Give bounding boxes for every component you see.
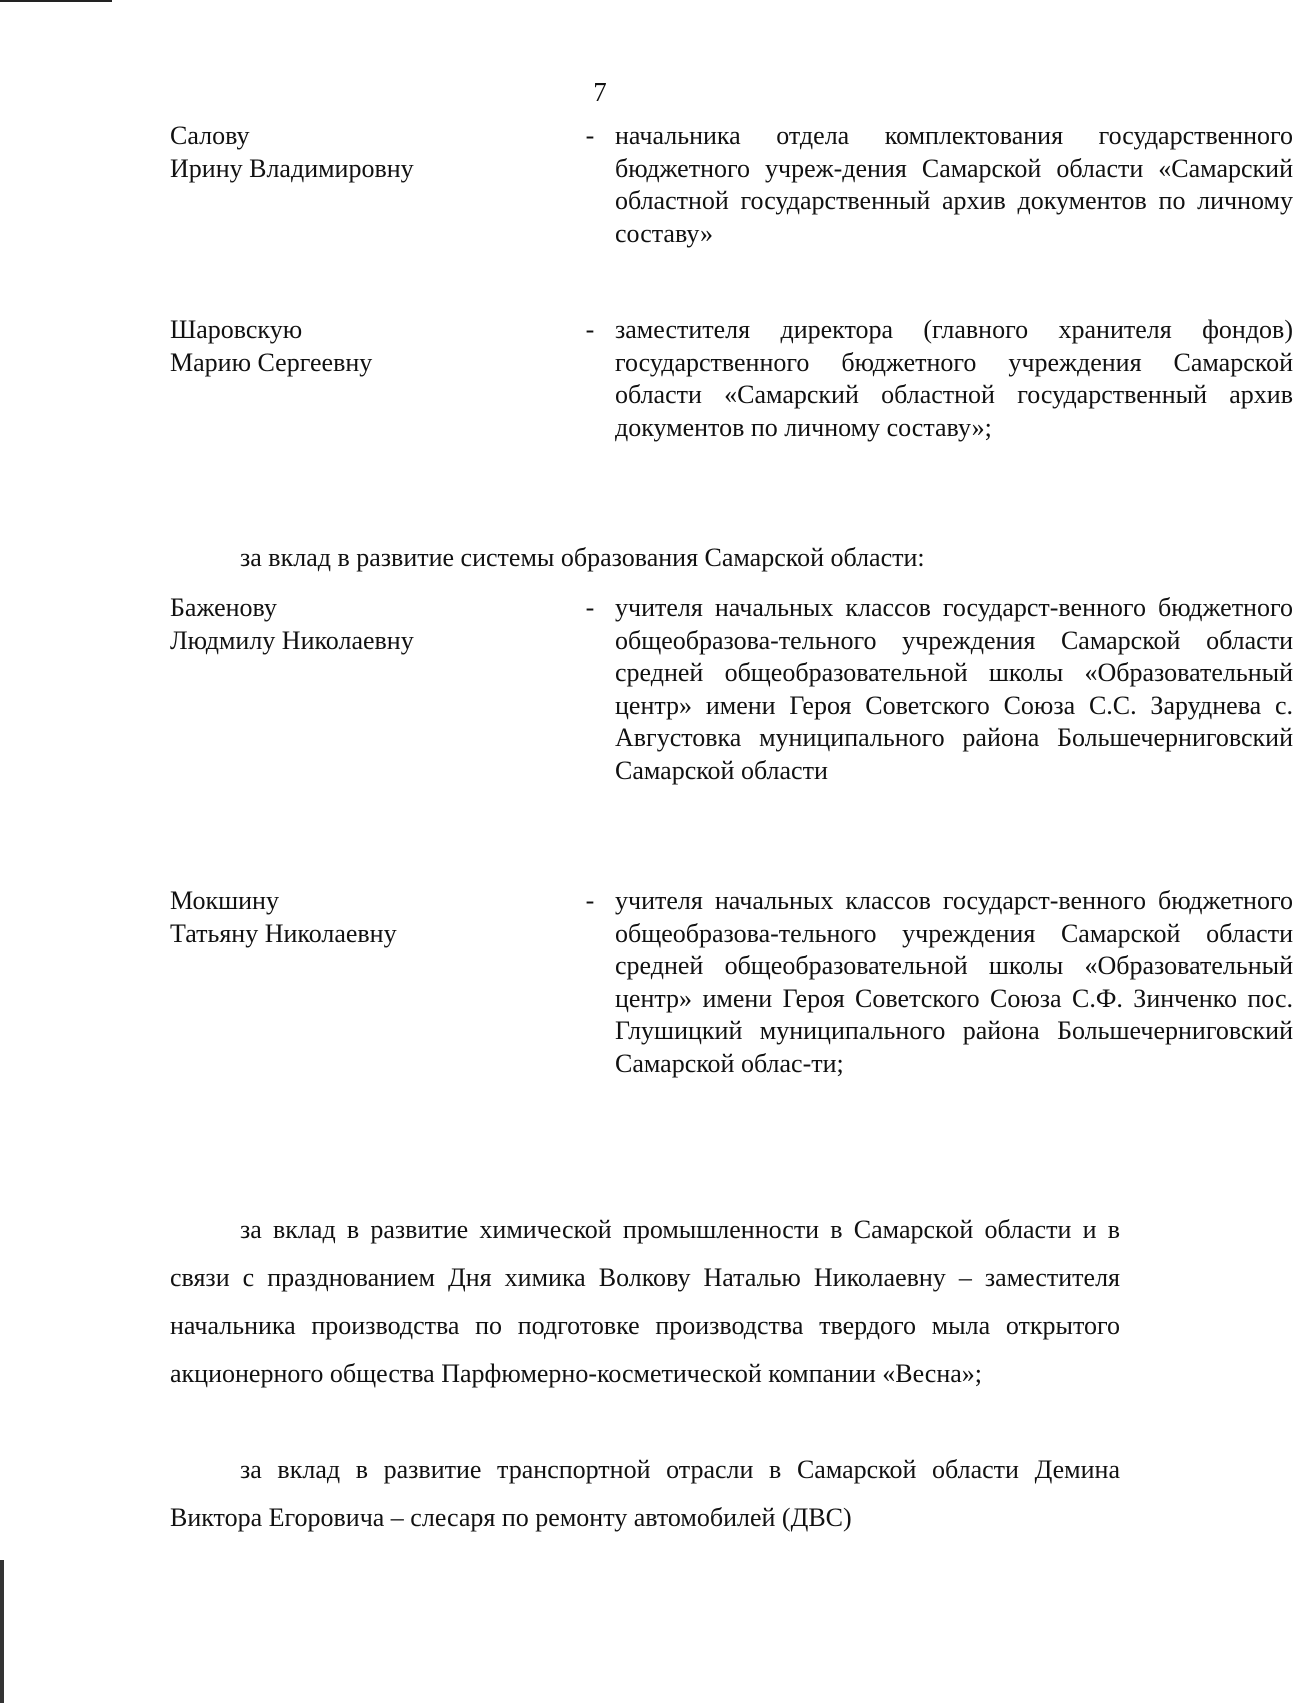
entry-dash: - [585,886,595,915]
entry-dash: - [585,593,595,622]
recipient-name [170,592,570,657]
recipient-position: начальника отдела комплектования государственного бюджетного учреж-дения Самарской области «Самарский областной государственный архив документов по личному составу» [615,121,1293,248]
scan-edge-left [0,1560,4,1703]
recipient-position: учителя начальных классов государст-венного бюджетного общеобразова-тельного учреждения Самарской области средней общеобразовательной школы «Образовательный центр» имени Героя Советского Союза С.Ф. Зинченко пос. Глушицкий муниципального района Большечерниговский Самарской облас-ти; [615,886,1293,1078]
entry-dash: - [585,121,595,150]
recipient-given-names: Людмилу Николаевну [170,625,414,655]
page-number: 7 [593,77,607,107]
recipient-surname: Баженову [170,593,277,622]
recipient-name [170,885,570,950]
section-heading-education: за вклад в развитие системы образования Самарской области: [240,543,925,572]
recipient-given-names: Ирину Владимировну [170,153,414,183]
recipient-name [170,120,570,185]
paragraph-chemical-industry: за вклад в развитие химической промышленности в Самарской области и в связи с празднованием Дня химика Волкову Наталью Николаевну – заместителя начальника производства по подготовке производства твердого мыла открытого акционерного общества Парфюмерно-косметической компании «Весна»; [170,1215,1120,1388]
recipient-name [170,314,570,379]
recipient-position: учителя начальных классов государст-венного бюджетного общеобразова-тельного учреждения Самарской области средней общеобразовательной школы «Образовательный центр» имени Героя Советского Союза С.С. Заруднева с. Августовка муниципального района Большечерниговский Самарской области [615,593,1293,785]
entry-dash: - [585,315,595,344]
paragraph-transport-industry: за вклад в развитие транспортной отрасли в Самарской области Демина Виктора Егоровича – слесаря по ремонту автомобилей (ДВС) [170,1455,1120,1532]
recipient-given-names: Татьяну Николаевну [170,918,397,948]
recipient-surname: Мокшину [170,886,279,915]
recipient-surname: Шаровскую [170,315,303,344]
recipient-given-names: Марию Сергеевну [170,347,373,377]
recipient-position: заместителя директора (главного хранителя фондов) государственного бюджетного учреждения Самарской области «Самарский областной государственный архив документов по личному составу»; [615,315,1293,442]
scan-edge-top [0,0,112,2]
recipient-surname: Салову [170,121,250,150]
